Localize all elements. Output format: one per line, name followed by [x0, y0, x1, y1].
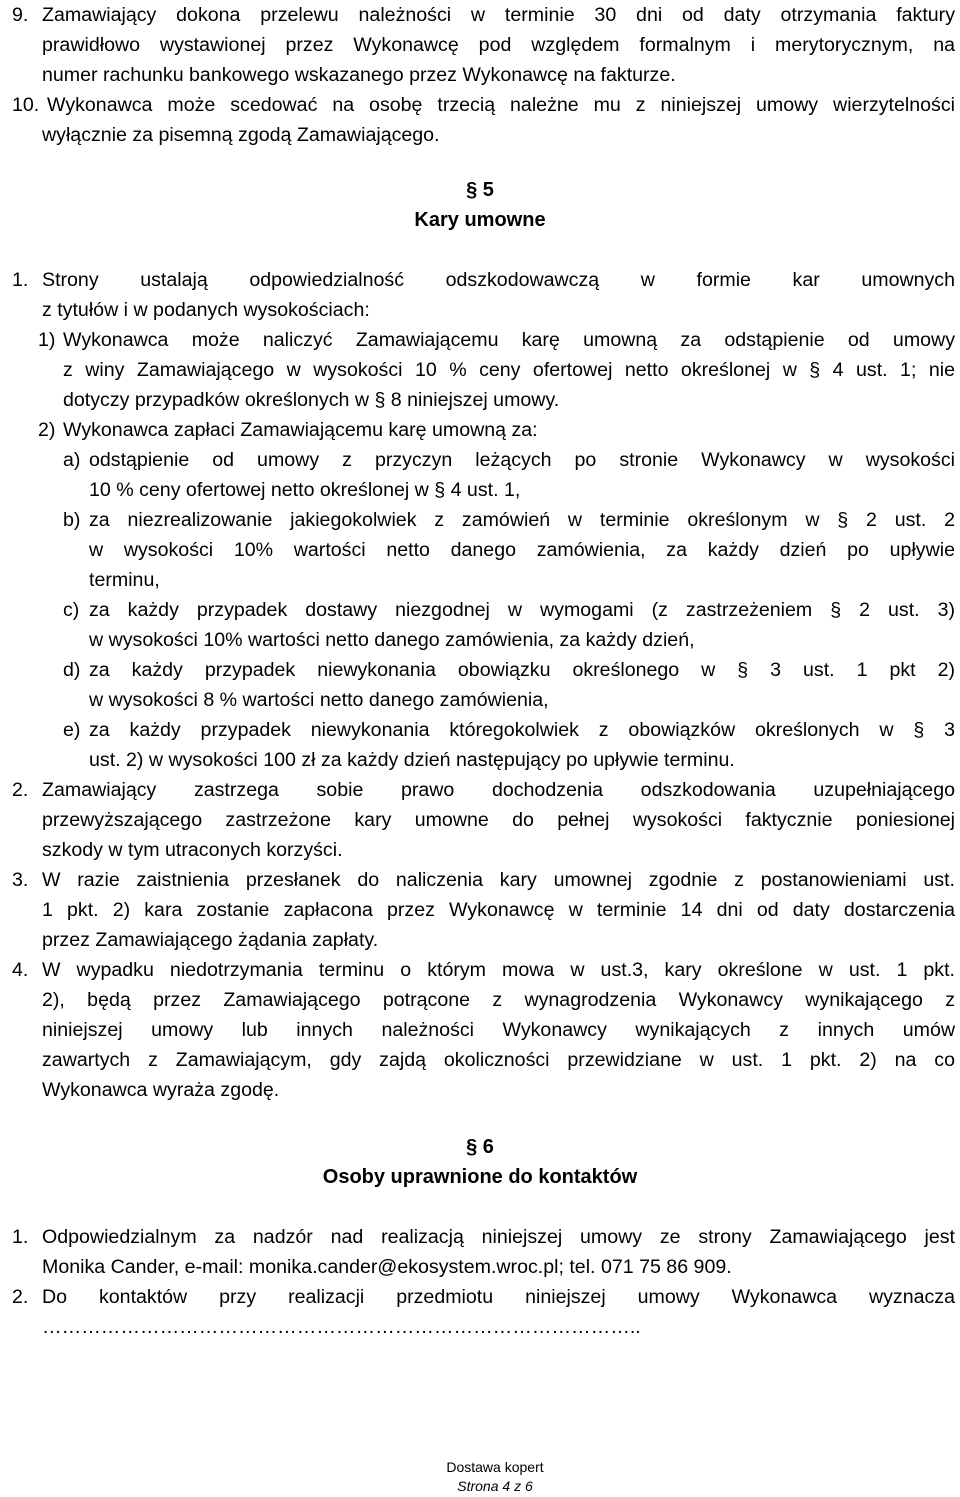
text-line: w wysokości 10% wartości netto danego zamówienia, za każdy dzień po upływie [89, 539, 955, 561]
item-number: 9. [12, 4, 29, 26]
text-line: niniejszej umowy lub innych należności Wykonawcy wynikających z innych umów [42, 1019, 955, 1041]
text-line: Wykonawca może scedować na osobę trzecią należne mu z niniejszej umowy wierzytelności [47, 94, 955, 116]
text-line: z tytułów i w podanych wysokościach: [42, 299, 370, 321]
text-line: za każdy przypadek dostawy niezgodnej w wymogami (z zastrzeżeniem § 2 ust. 3) [89, 599, 955, 621]
text-line: Zamawiający dokona przelewu należności w terminie 30 dni od daty otrzymania faktury [42, 4, 955, 26]
text-line: szkody w tym utraconych korzyści. [42, 839, 343, 861]
text-line: W razie zaistnienia przesłanek do naliczenia kary umownej zgodnie z postanowieniami ust. [42, 869, 955, 891]
text-line: 2), będą przez Zamawiającego potrącone z wynagrodzenia Wykonawcy wynikającego z [42, 989, 955, 1011]
text-line: przez Zamawiającego żądania zapłaty. [42, 929, 379, 951]
section-number: § 6 [466, 1136, 494, 1158]
item-number: 2) [38, 419, 56, 441]
blank-fill-line: ……………………………………………………………………………….. [42, 1316, 641, 1338]
item-number: 2. [12, 779, 29, 801]
text-line: dotyczy przypadków określonych w § 8 niniejszej umowy. [63, 389, 560, 411]
section-title: Kary umowne [414, 209, 546, 231]
item-number: 1. [12, 1226, 29, 1248]
text-line: Zamawiający zastrzega sobie prawo dochodzenia odszkodowania uzupełniającego [42, 779, 955, 801]
text-line: 10 % ceny ofertowej netto określonej w § 4 ust. 1, [89, 479, 521, 501]
item-number: 3. [12, 869, 29, 891]
text-line: W wypadku niedotrzymania terminu o którym mowa w ust.3, kary określone w ust. 1 pkt. [42, 959, 955, 981]
text-line: Do kontaktów przy realizacji przedmiotu niniejszej umowy Wykonawca wyznacza [42, 1286, 955, 1308]
page-number: Strona 4 z 6 [457, 1478, 533, 1494]
section-number: § 5 [466, 179, 494, 201]
text-line: za niezrealizowanie jakiegokolwiek z zamówień w terminie określonym w § 2 ust. 2 [89, 509, 955, 531]
item-number: 2. [12, 1286, 29, 1308]
text-line: Wykonawca zapłaci Zamawiającemu karę umowną za: [63, 419, 538, 441]
text-line: Odpowiedzialnym za nadzór nad realizacją niniejszej umowy ze strony Zamawiającego jest [42, 1226, 955, 1248]
section-title: Osoby uprawnione do kontaktów [322, 1166, 638, 1188]
text-line: za każdy przypadek niewykonania obowiązku określonego w § 3 ust. 1 pkt 2) [89, 659, 955, 681]
text-line: z winy Zamawiającego w wysokości 10 % ceny ofertowej netto określonej w § 4 ust. 1; nie [63, 359, 955, 381]
item-letter: b) [63, 509, 81, 531]
text-line: Wykonawca wyraża zgodę. [42, 1079, 280, 1101]
text-line: Monika Cander, e-mail: monika.cander@ekosystem.wroc.pl; tel. 071 75 86 909. [42, 1256, 732, 1278]
text-line: terminu, [89, 569, 160, 591]
text-line: odstąpienie od umowy z przyczyn leżących po stronie Wykonawcy w wysokości [89, 449, 955, 471]
item-letter: c) [63, 599, 80, 621]
text-line: przewyższającego zastrzeżone kary umowne do pełnej wysokości faktycznie poniesionej [42, 809, 955, 831]
text-line: prawidłowo wystawionej przez Wykonawcę pod względem formalnym i merytorycznym, na [42, 34, 955, 56]
text-line: w wysokości 8 % wartości netto danego zamówienia, [89, 689, 549, 711]
item-number: 10. [12, 94, 40, 116]
item-number: 1. [12, 269, 29, 291]
text-line: wyłącznie za pisemną zgodą Zamawiającego. [42, 124, 440, 146]
text-line: Wykonawca może naliczyć Zamawiającemu karę umowną za odstąpienie od umowy [63, 329, 955, 351]
item-letter: e) [63, 719, 81, 741]
text-line: numer rachunku bankowego wskazanego przez Wykonawcę na fakturze. [42, 64, 676, 86]
text-line: Strony ustalają odpowiedzialność odszkodowawczą w formie kar umownych [42, 269, 955, 291]
text-line: zawartych z Zamawiającym, gdy zajdą okoliczności przewidziane w ust. 1 pkt. 2) na co [42, 1049, 955, 1071]
text-line: 1 pkt. 2) kara zostanie zapłacona przez Wykonawcę w terminie 14 dni od daty dostarczenia [42, 899, 955, 921]
item-number: 1) [38, 329, 56, 351]
footer-title: Dostawa kopert [446, 1459, 544, 1475]
item-letter: a) [63, 449, 81, 471]
text-line: ust. 2) w wysokości 100 zł za każdy dzień następujący po upływie terminu. [89, 749, 735, 771]
item-letter: d) [63, 659, 81, 681]
item-number: 4. [12, 959, 29, 981]
text-line: za każdy przypadek niewykonania któregokolwiek z obowiązków określonych w § 3 [89, 719, 955, 741]
text-line: w wysokości 10% wartości netto danego zamówienia, za każdy dzień, [89, 629, 695, 651]
